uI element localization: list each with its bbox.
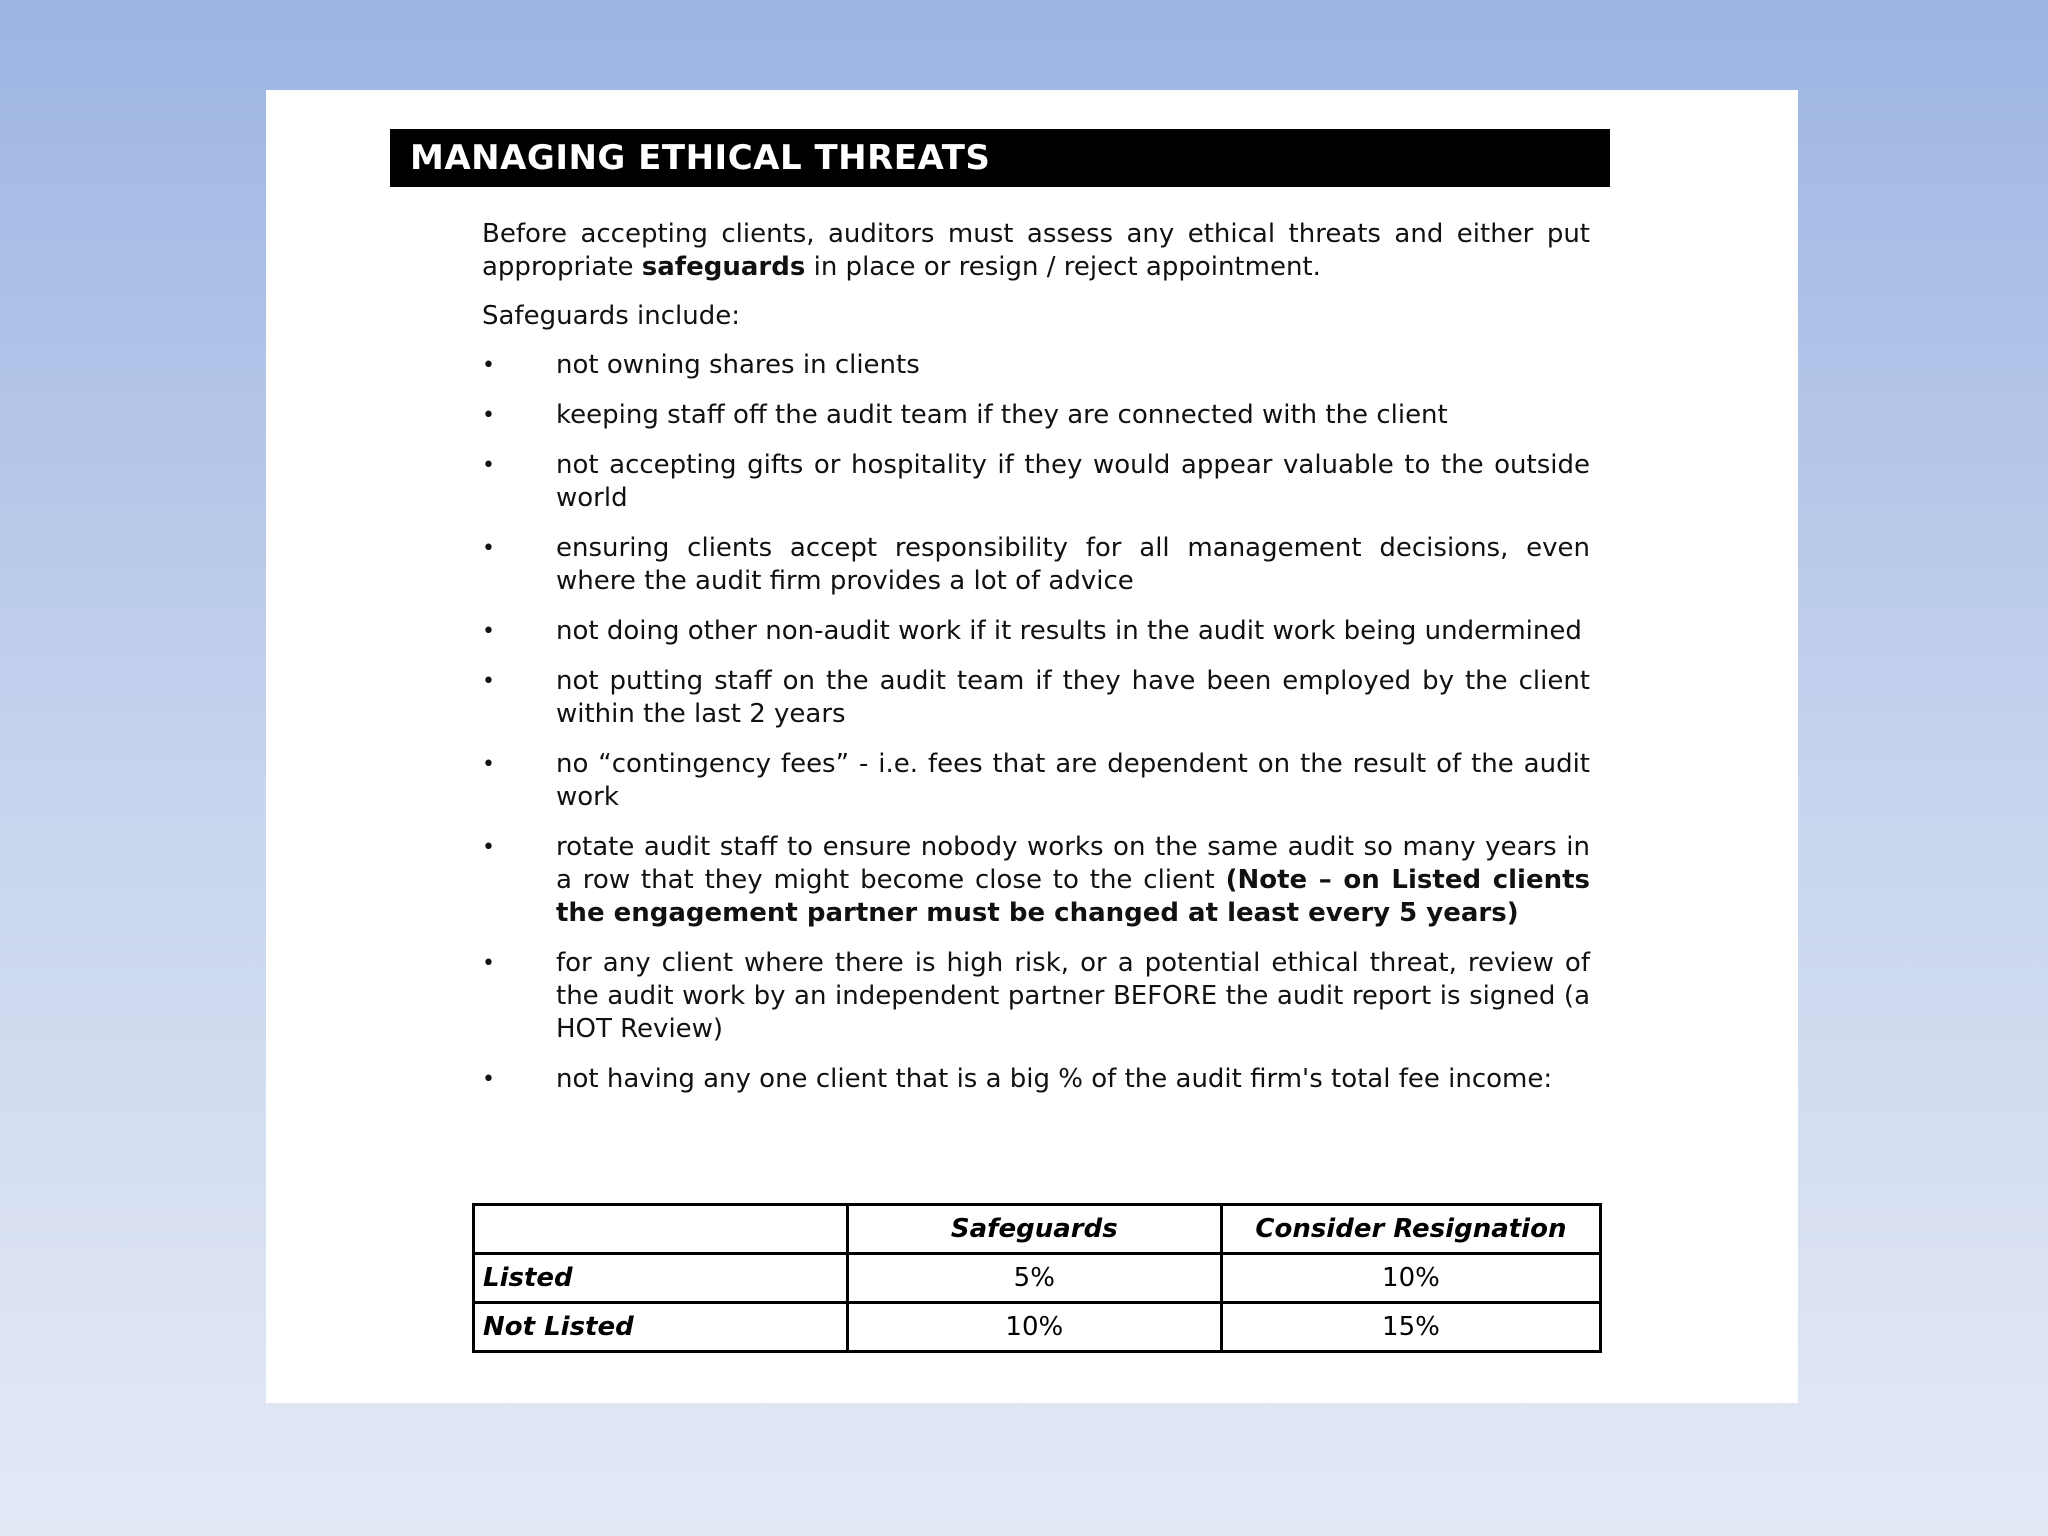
- list-item: [482, 1063, 1590, 1096]
- list-item-text: for any client where there is high risk, or a potential ethical threat, review of the audit work by an independent partner BEFORE the audit report is signed (a HOT Review): [556, 948, 1590, 1044]
- intro-paragraph: [482, 218, 1590, 284]
- table-cell: 10%: [847, 1303, 1221, 1352]
- table-header-cell: Consider Resignation: [1221, 1205, 1600, 1254]
- table-header-row: [474, 1205, 1601, 1254]
- document-page: [266, 90, 1798, 1403]
- fee-threshold-table: [472, 1203, 1602, 1353]
- list-item-text: not putting staff on the audit team if they have been employed by the client within the last 2 years: [556, 666, 1590, 729]
- list-item: [482, 349, 1590, 382]
- list-item-text: not owning shares in clients: [556, 350, 920, 380]
- table-header-cell: Safeguards: [847, 1205, 1221, 1254]
- list-item: [482, 831, 1590, 930]
- list-item-text: not having any one client that is a big % of the audit firm's total fee income:: [556, 1064, 1553, 1094]
- safeguards-heading: Safeguards include:: [482, 301, 741, 331]
- list-item: [482, 615, 1590, 648]
- rotation-note: (Note – on Listed clients the engagement partner must be changed at least every 5 years): [556, 865, 1590, 928]
- bullet-icon: •: [482, 835, 495, 860]
- bullet-icon: •: [482, 403, 495, 428]
- bullet-icon: •: [482, 453, 495, 478]
- list-item: [482, 532, 1590, 598]
- table-row-label: Not Listed: [474, 1303, 848, 1352]
- list-item-text: ensuring clients accept responsibility for all management decisions, even where the audit firm provides a lot of advice: [556, 533, 1590, 596]
- bullet-icon: •: [482, 752, 495, 777]
- intro-text-before: Before accepting clients, auditors must assess any ethical threats and either put appropriate: [482, 219, 1590, 282]
- list-item: [482, 748, 1590, 814]
- intro-text-bold: safeguards: [641, 252, 806, 282]
- table-row: [474, 1254, 1601, 1303]
- list-item-text: keeping staff off the audit team if they are connected with the client: [556, 400, 1448, 430]
- bullet-icon: •: [482, 951, 495, 976]
- list-item-text: rotate audit staff to ensure nobody works on the same audit so many years in a row that they might become close to the client: [556, 832, 1590, 895]
- list-item: [482, 947, 1590, 1046]
- list-item-text: not doing other non-audit work if it results in the audit work being undermined: [556, 616, 1582, 646]
- bullet-icon: •: [482, 669, 495, 694]
- list-item: [482, 399, 1590, 432]
- safeguards-list: [482, 349, 1590, 1096]
- list-item-text: no “contingency fees” - i.e. fees that are dependent on the result of the audit work: [556, 749, 1590, 812]
- table-header-cell: [474, 1205, 848, 1254]
- table-row-label: Listed: [474, 1254, 848, 1303]
- bullet-icon: •: [482, 353, 495, 378]
- list-item-text: not accepting gifts or hospitality if they would appear valuable to the outside world: [556, 450, 1590, 513]
- table-cell: 10%: [1221, 1254, 1600, 1303]
- table-cell: 5%: [847, 1254, 1221, 1303]
- intro-text-after: in place or resign / reject appointment.: [805, 252, 1321, 282]
- bullet-icon: •: [482, 536, 495, 561]
- bullet-icon: •: [482, 619, 495, 644]
- bullet-icon: •: [482, 1067, 495, 1092]
- page-title: MANAGING ETHICAL THREATS: [390, 129, 1610, 187]
- document-body: [482, 218, 1590, 1113]
- table-cell: 15%: [1221, 1303, 1600, 1352]
- list-item: [482, 665, 1590, 731]
- table-row: [474, 1303, 1601, 1352]
- list-item: [482, 449, 1590, 515]
